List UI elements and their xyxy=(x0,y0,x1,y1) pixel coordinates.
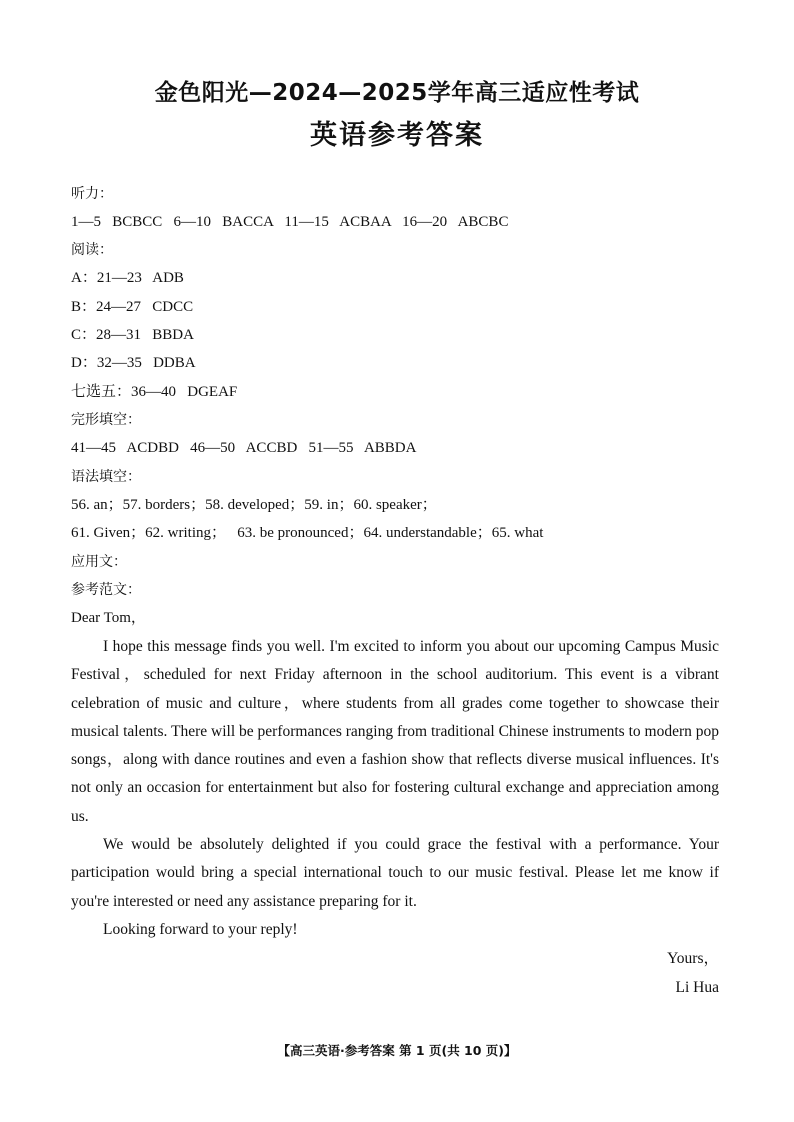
grammar-answers-line2: 61. Given；62. writing； 63. be pronounced；64. understandable；65. what xyxy=(71,525,544,541)
sample-essay-label: 参考范文： xyxy=(71,582,141,598)
reading-d-answers: D：32—35 DDBA xyxy=(71,355,196,371)
reading-b-answers: B：24—27 CDCC xyxy=(71,299,194,315)
answer-key-title: 英语参考答案 xyxy=(310,120,484,151)
letter-paragraph-1: I hope this message finds you well. I'm excited to inform you about our upcoming Campus Music Festival，scheduled for next Friday afternoon in the school auditorium. This event is a vibrant celebration of music and culture，where students from all grades come together to showcase their musical talents. There will be performances ranging from traditional Chinese instruments to modern pop songs，along with dance routines and even a fashion show that reflects diverse musical influences. It's not only an occasion for entertainment but also for fostering cultural exchange and appreciation among us. xyxy=(71,638,719,825)
exam-title: 金色阳光—2024—2025学年高三适应性考试 xyxy=(154,80,640,106)
grammar-answers-line1: 56. an；57. borders；58. developed；59. in；60. speaker； xyxy=(71,497,437,513)
letter-salutation: Dear Tom， xyxy=(71,610,146,626)
reading-label: 阅读： xyxy=(71,242,113,258)
listening-answers: 1—5 BCBCC 6—10 BACCA 11—15 ACBAA 16—20 ABCBC xyxy=(71,214,509,230)
listening-label: 听力： xyxy=(71,186,113,202)
seven-choose-five-answers: 七选五：36—40 DGEAF xyxy=(71,384,238,400)
letter-closing: Yours， xyxy=(667,950,719,967)
page-footer: 【高三英语·参考答案 第 1 页(共 10 页)】 xyxy=(277,1043,517,1058)
letter-paragraph-3: Looking forward to your reply! xyxy=(103,921,298,938)
letter-signature: Li Hua xyxy=(675,979,719,996)
grammar-label: 语法填空： xyxy=(71,469,141,485)
reading-c-answers: C：28—31 BBDA xyxy=(71,327,194,343)
reading-a-answers: A：21—23 ADB xyxy=(71,270,184,286)
cloze-answers: 41—45 ACDBD 46—50 ACCBD 51—55 ABBDA xyxy=(71,440,417,456)
cloze-label: 完形填空： xyxy=(71,412,141,428)
letter-paragraph-2: We would be absolutely delighted if you could grace the festival with a performance. Your participation would bring a special international touch to our music festival. Please let me know if you're interested or need any assistance preparing for it. xyxy=(71,836,719,910)
writing-label: 应用文： xyxy=(71,554,127,570)
